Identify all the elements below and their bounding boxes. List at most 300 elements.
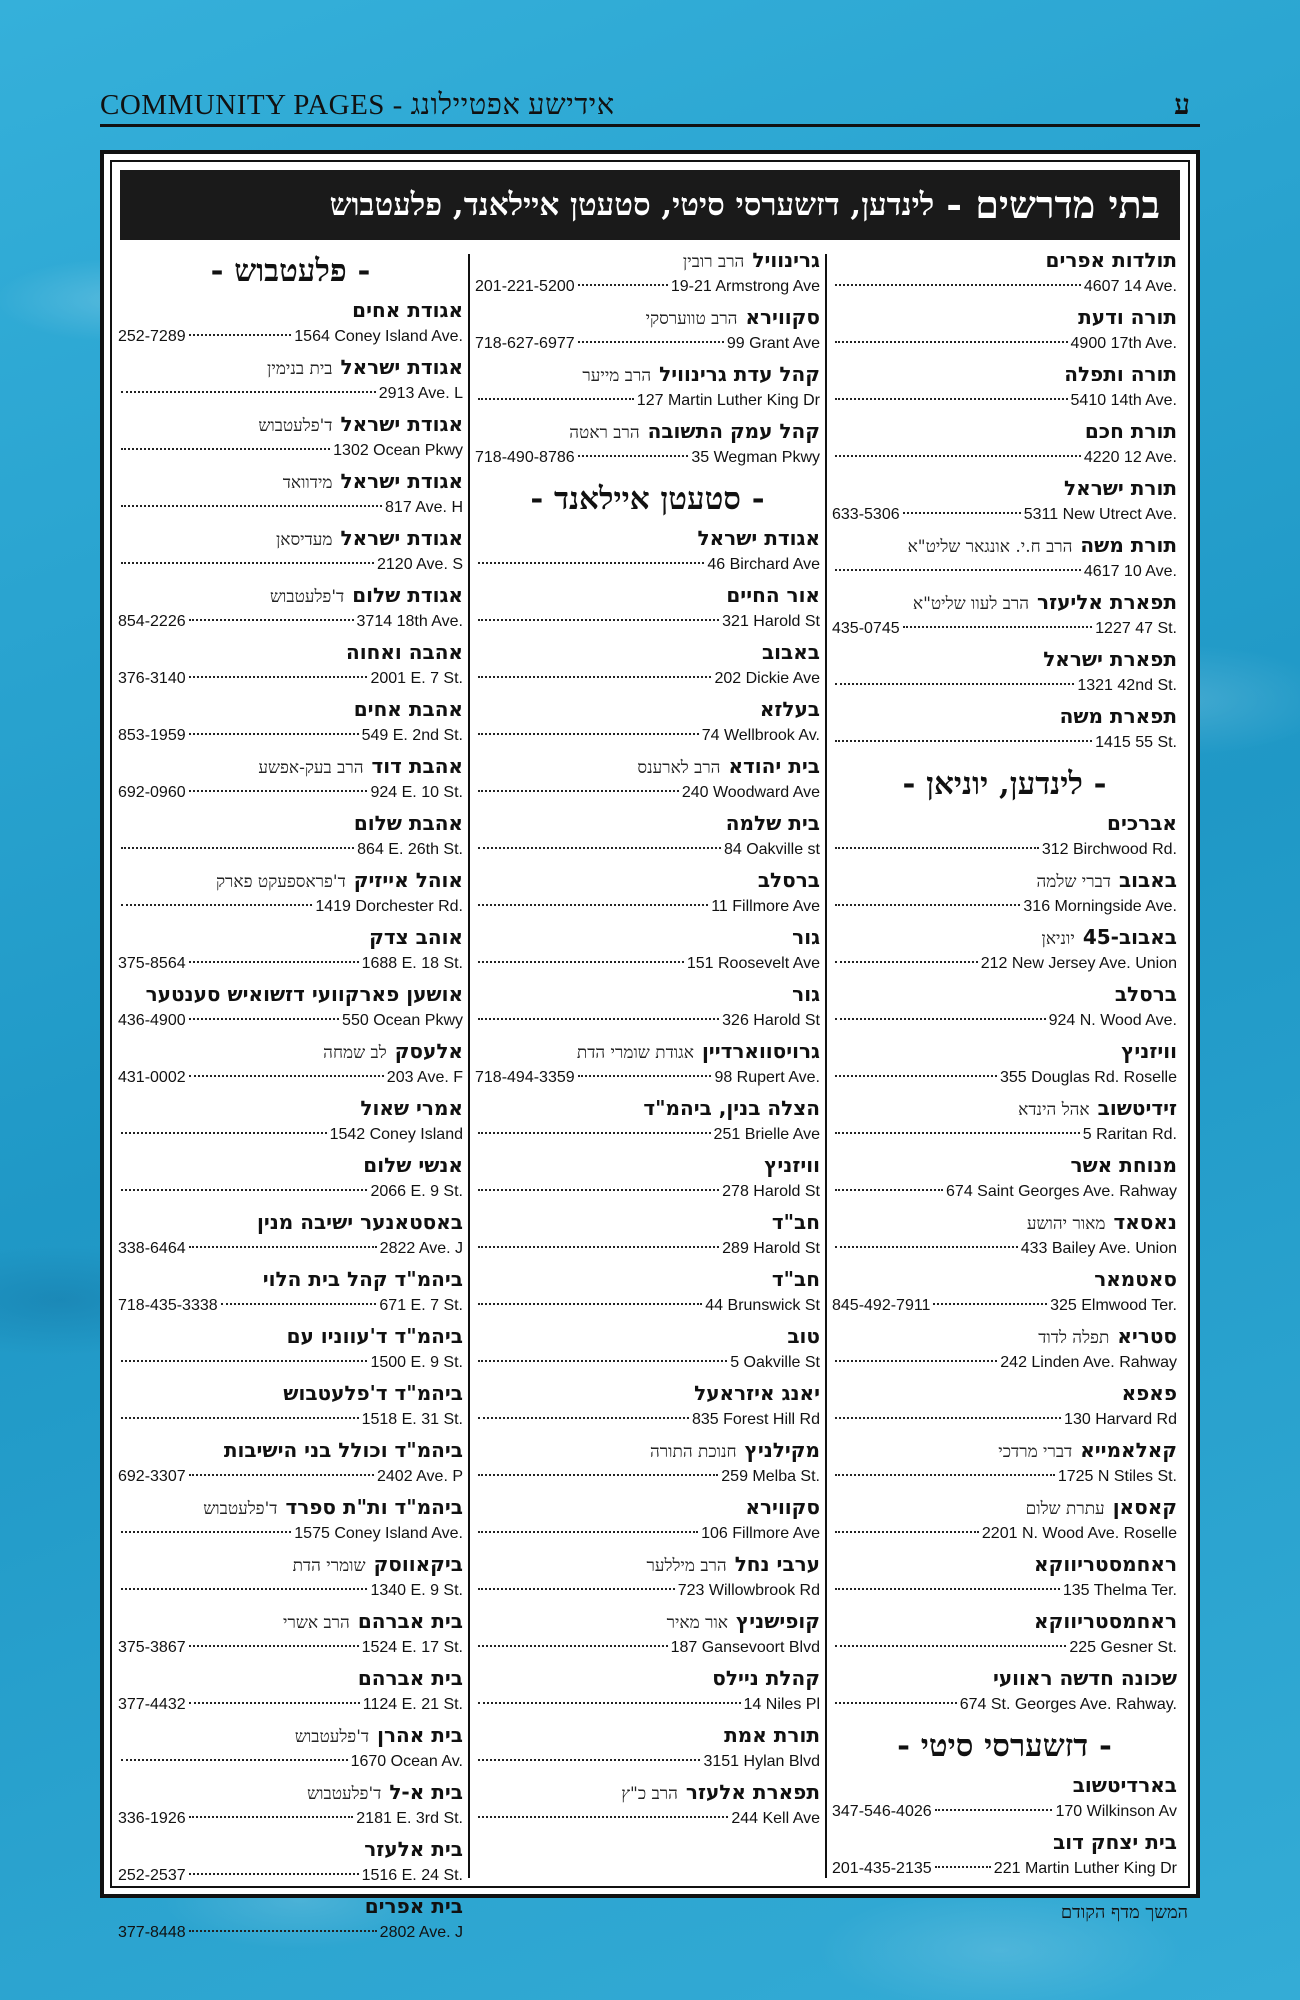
- entry-address-line: [832, 559, 1177, 585]
- entry-name-line: [475, 1208, 820, 1236]
- directory-entry: [115, 1778, 466, 1835]
- entry-name: קופישניץ: [736, 1609, 820, 1633]
- entry-name-line: [832, 1037, 1177, 1065]
- entry-address: 3151 Hylan Blvd: [703, 1753, 820, 1770]
- entry-name: תפארת אלעזר: [685, 1780, 820, 1804]
- entry-name-line: [118, 923, 463, 951]
- entry-subtitle: יוניאן: [1041, 929, 1075, 949]
- dot-leader: [189, 619, 354, 621]
- directory-entry: [115, 1151, 466, 1208]
- entry-address-line: [118, 495, 463, 521]
- entry-address: 5311 New Utrect Ave.: [1023, 506, 1177, 523]
- entry-address: 130 Harvard Rd: [1064, 1411, 1177, 1428]
- entry-address: 44 Brunswick St: [705, 1297, 820, 1314]
- entry-name: שכונה חדשה ראוועי: [992, 1666, 1177, 1690]
- entry-address-line: [475, 1635, 820, 1661]
- entry-name-line: [832, 866, 1177, 894]
- dot-leader: [478, 1759, 700, 1761]
- dot-leader: [478, 1474, 718, 1476]
- directory-entry: [115, 1721, 466, 1778]
- entry-name: תורת משה: [1080, 533, 1177, 557]
- entry-subtitle: ד'פלעטבוש: [307, 1784, 382, 1804]
- entry-address-line: [118, 1692, 463, 1718]
- entry-name: אור החיים: [726, 583, 820, 607]
- entry-name: בארדיטשוב: [1072, 1773, 1177, 1797]
- entry-phone: 854-2226: [118, 613, 186, 630]
- entry-subtitle: הרב מיללער: [646, 1556, 727, 1576]
- entry-address-line: [475, 1749, 820, 1775]
- entry-name: מקילניץ: [744, 1438, 820, 1462]
- entry-name: אגודת ישראל: [340, 469, 463, 493]
- entry-name-line: [118, 866, 463, 894]
- entry-address-line: [118, 1749, 463, 1775]
- dot-leader: [121, 448, 330, 450]
- directory-entry: [472, 581, 823, 638]
- entry-name-line: [832, 417, 1177, 445]
- entry-address: 4220 12 Ave.: [1083, 449, 1177, 466]
- directory-entry: [472, 752, 823, 809]
- entry-address: 259 Melba St.: [721, 1468, 820, 1485]
- entry-address: 203 Ave. F: [386, 1069, 463, 1086]
- entry-address-line: [832, 1578, 1177, 1604]
- dot-leader: [478, 1702, 741, 1704]
- entry-subtitle: הרב ח.י. אונגאר שליט"א: [907, 537, 1073, 557]
- entry-address: 2822 Ave. J: [379, 1240, 463, 1257]
- entry-address: 19-21 Armstrong Ave: [670, 278, 820, 295]
- dot-leader: [835, 1360, 997, 1362]
- entry-name: אהבת אחים: [353, 697, 463, 721]
- entry-name: בית יצחק דוב: [1053, 1830, 1177, 1854]
- entry-name: בעלזא: [759, 697, 820, 721]
- entry-name-line: [475, 866, 820, 894]
- entry-name: ביהמ"ד קהל בית הלוי: [262, 1267, 463, 1291]
- dot-leader: [835, 961, 978, 963]
- entry-phone: 435-0745: [832, 620, 900, 637]
- directory-entry: [115, 1322, 466, 1379]
- entry-name: מנוחת אשר: [1070, 1153, 1177, 1177]
- entry-address: 1575 Coney Island Ave.: [294, 1525, 463, 1542]
- entry-phone: 375-3867: [118, 1639, 186, 1656]
- entry-subtitle: הרב ראטה: [569, 423, 640, 443]
- directory-entry: [829, 809, 1180, 866]
- dot-leader: [478, 733, 699, 735]
- entry-address: 355 Douglas Rd. Roselle: [1000, 1069, 1177, 1086]
- entry-address-line: [118, 381, 463, 407]
- entry-name-line: [475, 1094, 820, 1122]
- entry-subtitle: חנוכת התורה: [649, 1442, 737, 1462]
- entry-name: קהל עמק התשובה: [647, 419, 820, 443]
- entry-name-line: [832, 702, 1177, 730]
- entry-name: בית שלמה: [725, 811, 820, 835]
- entry-name-line: [118, 1322, 463, 1350]
- entry-subtitle: הרב רובין: [682, 252, 745, 272]
- dot-leader: [478, 1132, 711, 1134]
- entry-address: 4607 14 Ave.: [1083, 278, 1177, 295]
- entry-name: תורת חכם: [1084, 419, 1177, 443]
- entry-address-line: [475, 1350, 820, 1376]
- entry-name: בית אברהם: [357, 1609, 463, 1633]
- entry-address: 202 Dickie Ave: [714, 670, 820, 687]
- entry-name-line: [832, 809, 1177, 837]
- entry-name: גרויסווארדיין: [701, 1039, 820, 1063]
- entry-name-line: [475, 1664, 820, 1692]
- dot-leader: [478, 904, 708, 906]
- running-header-title: COMMUNITY PAGES - אידישע אפטיילונג: [100, 89, 615, 121]
- dot-leader: [478, 1816, 728, 1818]
- directory-entry: [829, 531, 1180, 588]
- directory-entry: [829, 246, 1180, 303]
- entry-subtitle: מעדיסאן: [275, 530, 333, 550]
- entry-name-line: [475, 695, 820, 723]
- entry-subtitle: אור מאיר: [666, 1613, 729, 1633]
- dot-leader: [189, 961, 359, 963]
- banner-subtitle: לינדען, דזשערסי סיטי, סטעטן איילאנד, פלעטבוש: [329, 187, 935, 223]
- entry-name: אגודת אחים: [352, 298, 463, 322]
- entry-name-line: [118, 1379, 463, 1407]
- entry-address-line: [475, 1236, 820, 1262]
- entry-name: חב"ד: [771, 1210, 820, 1234]
- entry-address: 312 Birchwood Rd.: [1041, 841, 1177, 858]
- directory-entry: [115, 1493, 466, 1550]
- directory-entry: [829, 1265, 1180, 1322]
- entry-subtitle: ד'פלעטבוש: [203, 1499, 278, 1519]
- entry-address: 1725 N Stiles St.: [1057, 1468, 1177, 1485]
- dot-leader: [835, 1075, 997, 1077]
- entry-subtitle: שומרי הדת: [292, 1556, 366, 1576]
- entry-address-line: [832, 1464, 1177, 1490]
- entry-address-line: [118, 1521, 463, 1547]
- entry-subtitle: אגודת שומרי הדת: [576, 1043, 694, 1063]
- dot-leader: [835, 1417, 1061, 1419]
- dot-leader: [933, 1303, 1047, 1305]
- directory-entry: [829, 980, 1180, 1037]
- entry-address: 74 Wellbrook Av.: [701, 727, 820, 744]
- dot-leader: [835, 1588, 1060, 1590]
- entry-name-line: [475, 923, 820, 951]
- dot-leader: [189, 733, 359, 735]
- entry-subtitle: הרב טווערסקי: [645, 309, 738, 329]
- dot-leader: [121, 1588, 367, 1590]
- dot-leader: [478, 1531, 698, 1533]
- entry-name: ראחמסטריווקא: [1034, 1609, 1177, 1633]
- dot-leader: [478, 1303, 702, 1305]
- entry-name: בית אהרן: [377, 1723, 463, 1747]
- directory-entry: [472, 923, 823, 980]
- entry-address: 221 Martin Luther King Dr: [993, 1860, 1177, 1877]
- entry-name: תפארת ישראל: [1043, 647, 1177, 671]
- entry-name-line: [118, 1037, 463, 1065]
- entry-address: 1518 E. 31 St.: [361, 1411, 463, 1428]
- entry-subtitle: תפלה לדוד: [1038, 1328, 1110, 1348]
- entry-name-line: [118, 1721, 463, 1749]
- dot-leader: [835, 1645, 1066, 1647]
- entry-address-line: [118, 1236, 463, 1262]
- entry-phone: 377-4432: [118, 1696, 186, 1713]
- entry-name-line: [118, 1607, 463, 1635]
- directory-entry: [829, 474, 1180, 531]
- entry-name: קאסאן: [1112, 1495, 1177, 1519]
- entry-address: 14 Niles Pl: [743, 1696, 820, 1713]
- entry-address-line: [118, 1863, 463, 1889]
- directory-entry: [472, 1436, 823, 1493]
- directory-entry: [829, 360, 1180, 417]
- entry-address: 326 Harold St: [722, 1012, 820, 1029]
- entry-address: 674 Saint Georges Ave. Rahway: [946, 1183, 1177, 1200]
- entry-name-line: [475, 417, 820, 445]
- entry-name: וויזניץ: [764, 1153, 820, 1177]
- entry-phone: 692-0960: [118, 784, 186, 801]
- directory-entry: [472, 1208, 823, 1265]
- entry-name: בית אברהם: [357, 1666, 463, 1690]
- dot-leader: [478, 1018, 719, 1020]
- directory-entry: [472, 1778, 823, 1835]
- dot-leader: [935, 1866, 991, 1868]
- entry-address: 1524 E. 17 St.: [361, 1639, 463, 1656]
- directory-entry: [829, 866, 1180, 923]
- entry-name-line: [118, 1892, 463, 1920]
- entry-address-line: [118, 324, 463, 350]
- directory-entry: [472, 246, 823, 303]
- entry-name: יאנג איזראעל: [694, 1381, 820, 1405]
- dot-leader: [478, 1417, 689, 1419]
- dot-leader: [189, 790, 368, 792]
- entry-name-line: [475, 1550, 820, 1578]
- directory-entry: [115, 809, 466, 866]
- entry-name: קאלאמייא: [1080, 1438, 1177, 1462]
- entry-address-line: [832, 1122, 1177, 1148]
- directory-entry: [829, 1037, 1180, 1094]
- entry-address: 817 Ave. H: [385, 499, 463, 516]
- entry-address: 99 Grant Ave: [726, 335, 820, 352]
- dot-leader: [835, 1132, 1080, 1134]
- entry-address-line: [475, 780, 820, 806]
- entry-name-line: [118, 695, 463, 723]
- entry-name: אגודת ישראל: [697, 526, 820, 550]
- entry-name: אהבה ואחוה: [346, 640, 463, 664]
- entry-name-line: [475, 303, 820, 331]
- entry-address-line: [118, 438, 463, 464]
- entry-address: 5410 14th Ave.: [1070, 392, 1177, 409]
- dot-leader: [221, 1303, 377, 1305]
- entry-address: 240 Woodward Ave: [681, 784, 820, 801]
- dot-leader: [478, 1588, 675, 1590]
- dot-leader: [121, 1759, 348, 1761]
- entry-address-line: [832, 1407, 1177, 1433]
- directory-entry: [115, 1892, 466, 1949]
- entry-address-line: [475, 951, 820, 977]
- entry-address-line: [118, 837, 463, 863]
- dot-leader: [578, 1075, 712, 1077]
- directory-entry: [472, 809, 823, 866]
- directory-entry: [829, 1664, 1180, 1721]
- entry-address-line: [475, 331, 820, 357]
- entry-address-line: [475, 609, 820, 635]
- dot-leader: [903, 626, 1093, 628]
- entry-name-line: [832, 588, 1177, 616]
- directory-entry: [115, 980, 466, 1037]
- directory-entry: [472, 1265, 823, 1322]
- entry-address-line: [475, 1806, 820, 1832]
- dot-leader: [478, 790, 679, 792]
- dot-leader: [835, 341, 1068, 343]
- entry-phone: 718-494-3359: [475, 1069, 575, 1086]
- entry-address: 242 Linden Ave. Rahway: [1000, 1354, 1177, 1371]
- entry-name-line: [475, 638, 820, 666]
- entry-name-line: [118, 980, 463, 1008]
- entry-subtitle: הרב כ"ץ: [621, 1784, 678, 1804]
- entry-address-line: [118, 894, 463, 920]
- entry-address-line: [118, 1179, 463, 1205]
- entry-name-line: [475, 752, 820, 780]
- entry-subtitle: הרב לארענס: [637, 758, 721, 778]
- entry-address: 1419 Dorchester Rd.: [315, 898, 463, 915]
- entry-address: 1321 42nd St.: [1077, 677, 1177, 694]
- entry-address-line: [118, 1920, 463, 1946]
- entry-name-line: [832, 246, 1177, 274]
- directory-entry: [115, 296, 466, 353]
- entry-address: 1670 Ocean Av.: [350, 1753, 463, 1770]
- dot-leader: [835, 1474, 1055, 1476]
- directory-entry: [115, 1208, 466, 1265]
- entry-address-line: [832, 1521, 1177, 1547]
- entry-address: 244 Kell Ave: [731, 1810, 820, 1827]
- directory-entry: [115, 1607, 466, 1664]
- entry-name-line: [118, 1835, 463, 1863]
- entry-address: 46 Birchard Ave: [707, 556, 820, 573]
- entry-name-line: [832, 980, 1177, 1008]
- entry-address-line: [118, 1578, 463, 1604]
- dot-leader: [835, 683, 1074, 685]
- entry-phone: 375-8564: [118, 955, 186, 972]
- entry-address: 1688 E. 18 St.: [361, 955, 463, 972]
- directory-entry: [829, 1828, 1180, 1885]
- entry-name: באסטאנער ישיבה מנין: [256, 1210, 463, 1234]
- entry-name-line: [118, 296, 463, 324]
- directory-entry: [115, 1037, 466, 1094]
- entry-name: אמרי שאול: [360, 1096, 463, 1120]
- dot-leader: [478, 847, 721, 849]
- entry-address: 35 Wegman Pkwy: [691, 449, 820, 466]
- entry-address: 2181 E. 3rd St.: [356, 1810, 463, 1827]
- directory-entry: [829, 1771, 1180, 1828]
- directory-entry: [115, 1835, 466, 1892]
- entry-phone: 376-3140: [118, 670, 186, 687]
- entry-name: בית אפרים: [364, 1894, 463, 1918]
- directory-entry: [472, 360, 823, 417]
- entry-address-line: [832, 445, 1177, 471]
- entry-phone: 252-7289: [118, 328, 186, 345]
- entry-name: תפארת משה: [1059, 704, 1177, 728]
- directory-entry: [115, 752, 466, 809]
- entry-address-line: [832, 502, 1177, 528]
- entry-name-line: [475, 1721, 820, 1749]
- dot-leader: [121, 1360, 367, 1362]
- entry-subtitle: אהל הינדא: [1018, 1100, 1090, 1120]
- entry-name-line: [475, 1607, 820, 1635]
- entry-address: 1302 Ocean Pkwy: [333, 442, 463, 459]
- entry-address-line: [832, 894, 1177, 920]
- entry-phone: 252-2537: [118, 1867, 186, 1884]
- entry-address-line: [118, 951, 463, 977]
- entry-name: ברסלב: [757, 868, 820, 892]
- directory-entry: [115, 467, 466, 524]
- entry-address: 1542 Coney Island: [329, 1126, 463, 1143]
- dot-leader: [478, 1189, 719, 1191]
- dot-leader: [121, 391, 376, 393]
- entry-address-line: [475, 1578, 820, 1604]
- entry-address: 1227 47 St.: [1095, 620, 1177, 637]
- entry-phone: 718-627-6977: [475, 335, 575, 352]
- entry-address-line: [832, 616, 1177, 642]
- entry-address: 2402 Ave. P: [377, 1468, 463, 1485]
- banner-title: בתי מדרשים -: [946, 182, 1160, 227]
- entry-name-line: [475, 524, 820, 552]
- directory-entry: [115, 1094, 466, 1151]
- dot-leader: [121, 847, 354, 849]
- entry-address-line: [118, 723, 463, 749]
- entry-phone: 336-1926: [118, 1810, 186, 1827]
- entry-address-line: [118, 780, 463, 806]
- page-letter: ע: [1174, 88, 1190, 121]
- entry-name: אהבת דוד: [371, 754, 463, 778]
- entry-address-line: [475, 1179, 820, 1205]
- entry-address-line: [832, 388, 1177, 414]
- entry-name: תורה ותפלה: [1064, 362, 1177, 386]
- entry-name: ביהמ"ד ד'עווניו עם: [286, 1324, 463, 1348]
- entry-phone: 633-5306: [832, 506, 900, 523]
- section-heading-linden-union: - לינדען, יוניאן -: [902, 766, 1107, 802]
- directory-entry: [115, 695, 466, 752]
- entry-name-line: [475, 1322, 820, 1350]
- directory-entry: [115, 638, 466, 695]
- entry-name-line: [832, 1607, 1177, 1635]
- dot-leader: [935, 1809, 1053, 1811]
- entry-address-line: [475, 1464, 820, 1490]
- directory-entry: [829, 1436, 1180, 1493]
- entry-name: ראחמסטריווקא: [1034, 1552, 1177, 1576]
- entry-name-line: [118, 752, 463, 780]
- dot-leader: [478, 398, 634, 400]
- dot-leader: [121, 1531, 291, 1533]
- entry-address-line: [118, 1122, 463, 1148]
- directory-entry: [472, 417, 823, 474]
- dot-leader: [189, 1930, 377, 1932]
- entry-address-line: [475, 894, 820, 920]
- dot-leader: [478, 961, 684, 963]
- entry-address: 1415 55 St.: [1095, 734, 1177, 751]
- entry-address: 84 Oakville st: [723, 841, 820, 858]
- entry-name-line: [832, 1436, 1177, 1464]
- directory-entry: [472, 980, 823, 1037]
- entry-address-line: [832, 673, 1177, 699]
- entry-address-line: [832, 837, 1177, 863]
- entry-phone: 377-8448: [118, 1924, 186, 1941]
- entry-phone: 436-4900: [118, 1012, 186, 1029]
- entry-address-line: [475, 1065, 820, 1091]
- entry-address: 1516 E. 24 St.: [361, 1867, 463, 1884]
- column-3: [115, 246, 466, 1941]
- entry-address-line: [832, 1008, 1177, 1034]
- directory-entry: [472, 1607, 823, 1664]
- entry-name-line: [475, 1436, 820, 1464]
- dot-leader: [478, 1246, 719, 1248]
- entry-name: ביהמ"ד ד'פלעטבוש: [283, 1381, 463, 1405]
- directory-entry: [115, 866, 466, 923]
- entry-address-line: [118, 1464, 463, 1490]
- directory-entry: [115, 1550, 466, 1607]
- directory-entry: [472, 1493, 823, 1550]
- entry-address-line: [118, 1635, 463, 1661]
